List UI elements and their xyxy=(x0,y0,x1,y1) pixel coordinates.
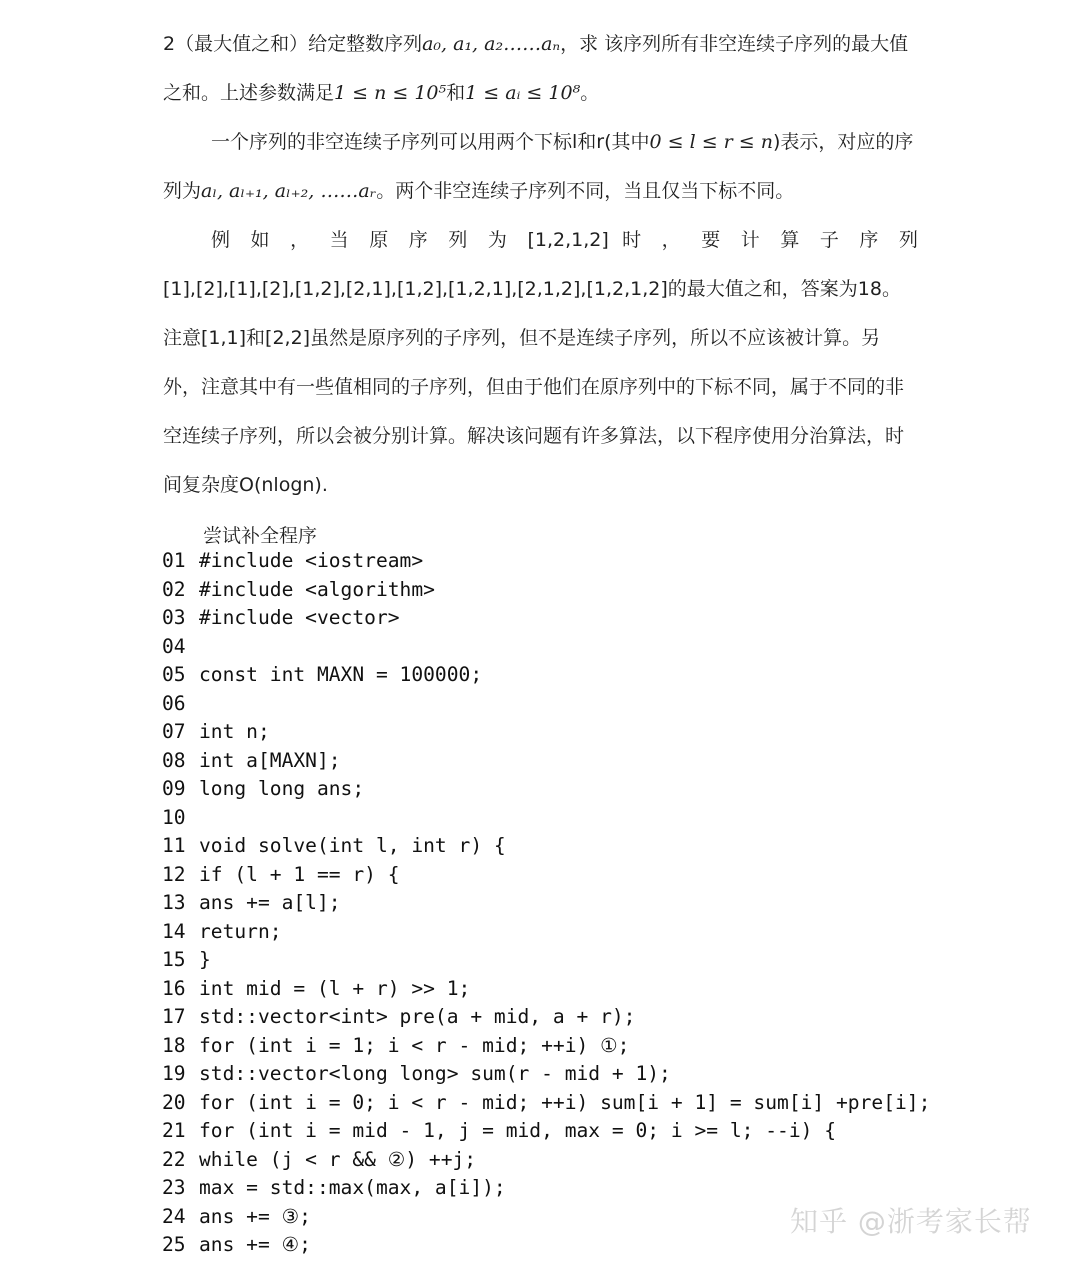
code-line xyxy=(162,1146,930,1175)
p1-end: 。 xyxy=(580,82,600,104)
code-line xyxy=(162,861,930,890)
code-text: ans += ④; xyxy=(199,1233,311,1256)
code-text: } xyxy=(199,948,211,971)
code-text: if (l + 1 == r) { xyxy=(199,862,400,886)
code-line xyxy=(162,576,930,605)
code-text: #include <vector> xyxy=(199,606,400,629)
code-line xyxy=(162,975,930,1004)
line-number: 16 xyxy=(162,976,186,1000)
problem-paragraph-3-rest: [1],[2],[1],[2],[1,2],[2,1],[1,2],[1,2,1],[2,1,2],[1,2,1,2]的最大值之和，答案为18。注意[1,1]和[2,2]虽然是原序列的子序列，但不是连续子序列，所以不应该被计算。另外，注意其中有一些值相同的子序列，但由于他们在原序列中的下标不同，属于不同的非空连续子序列，所以会被分别计算。解决该问题有许多算法，以下程序使用分治算法，时间复杂度O(nlogn). xyxy=(163,278,905,496)
p2-text-b: )表示，对应的序列为 xyxy=(163,131,914,202)
problem-text xyxy=(163,20,918,510)
code-text: for (int i = 1; i < r - mid; ++i) ①; xyxy=(199,1033,630,1057)
line-number: 10 xyxy=(162,805,186,829)
code-line xyxy=(162,1174,930,1203)
code-line xyxy=(162,1060,930,1089)
code-line xyxy=(162,1089,930,1118)
p1-sequence: a₀, a₁, a₂……aₙ xyxy=(422,33,561,55)
p2-text-a: 一个序列的非空连续子序列可以用两个下标l和r(其中 xyxy=(211,131,650,153)
code-text: int a[MAXN]; xyxy=(199,748,341,772)
p2-condition: 0 ≤ l ≤ r ≤ n xyxy=(649,131,773,153)
code-line xyxy=(162,1003,930,1032)
code-line xyxy=(162,832,930,861)
code-text: while (j < r && ②) ++j; xyxy=(199,1147,477,1171)
code-text: std::vector<long long> sum(r - mid + 1); xyxy=(199,1062,671,1085)
p2-sequence: aₗ, aₗ₊₁, aₗ₊₂, ……aᵣ xyxy=(201,180,377,202)
problem-paragraph-2 xyxy=(163,118,918,216)
p1-condition-a: 1 ≤ aᵢ ≤ 10⁸ xyxy=(465,82,581,104)
problem-paragraph-3-line-1: 例 如 ， 当 原 序 列 为 [1,2,1,2] 时 ， 要 计 算 子 序 列 xyxy=(211,229,918,251)
line-number: 02 xyxy=(162,577,186,601)
line-number: 13 xyxy=(162,891,186,914)
line-number: 03 xyxy=(162,606,186,629)
code-line xyxy=(162,775,930,804)
line-number: 20 xyxy=(162,1090,186,1114)
code-text: int mid = (l + r) >> 1; xyxy=(199,976,471,1000)
code-text: for (int i = 0; i < r - mid; ++i) sum[i + 1] = sum[i] +pre[i]; xyxy=(199,1090,931,1114)
p1-condition-n: 1 ≤ n ≤ 10⁵ xyxy=(334,82,447,104)
line-number: 18 xyxy=(162,1033,186,1057)
code-line xyxy=(162,918,930,947)
line-number: 25 xyxy=(162,1233,186,1256)
code-title: 尝试补全程序 xyxy=(203,525,318,547)
problem-paragraph-1 xyxy=(163,20,918,118)
code-text: int n; xyxy=(199,720,270,743)
code-line xyxy=(162,718,930,747)
code-text: #include <algorithm> xyxy=(199,577,435,601)
code-text: long long ans; xyxy=(199,777,365,800)
code-line xyxy=(162,633,930,662)
line-number: 04 xyxy=(162,634,186,658)
line-number: 22 xyxy=(162,1147,186,1171)
p1-text-b: ，求 该序列所有非空连续子序列的最大值之和。上述参数满足 xyxy=(163,33,909,104)
code-text: ans += a[l]; xyxy=(199,891,341,914)
code-text: return; xyxy=(199,919,282,943)
code-line xyxy=(162,604,930,633)
code-text: for (int i = mid - 1, j = mid, max = 0; i >= l; --i) { xyxy=(199,1119,837,1142)
line-number: 11 xyxy=(162,834,186,857)
line-number: 24 xyxy=(162,1204,186,1228)
line-number: 07 xyxy=(162,720,186,743)
p2-text-c: 。两个非空连续子序列不同，当且仅当下标不同。 xyxy=(376,180,795,202)
code-text: max = std::max(max, a[i]); xyxy=(199,1176,506,1199)
watermark: 知乎 @浙考家长帮 xyxy=(790,1205,1032,1238)
code-text: std::vector<int> pre(a + mid, a + r); xyxy=(199,1005,636,1028)
line-number: 23 xyxy=(162,1176,186,1199)
line-number: 21 xyxy=(162,1119,186,1142)
code-block xyxy=(162,547,930,1260)
code-line xyxy=(162,804,930,833)
code-line xyxy=(162,661,930,690)
line-number: 01 xyxy=(162,549,186,572)
code-line xyxy=(162,1032,930,1061)
p1-text-a: 2（最大值之和）给定整数序列 xyxy=(163,33,423,55)
line-number: 17 xyxy=(162,1005,186,1028)
line-number: 09 xyxy=(162,777,186,800)
line-number: 19 xyxy=(162,1062,186,1085)
line-number: 15 xyxy=(162,948,186,971)
line-number: 14 xyxy=(162,919,186,943)
code-line xyxy=(162,946,930,975)
code-line xyxy=(162,547,930,576)
code-text: void solve(int l, int r) { xyxy=(199,834,506,857)
code-line xyxy=(162,690,930,719)
code-text: #include <iostream> xyxy=(199,549,424,572)
line-number: 05 xyxy=(162,663,186,686)
line-number: 06 xyxy=(162,691,186,715)
line-number: 08 xyxy=(162,748,186,772)
code-text: ans += ③; xyxy=(199,1204,311,1228)
p1-and: 和 xyxy=(446,82,466,104)
code-text: const int MAXN = 100000; xyxy=(199,663,483,686)
line-number: 12 xyxy=(162,862,186,886)
code-line xyxy=(162,889,930,918)
code-line xyxy=(162,1117,930,1146)
code-line xyxy=(162,747,930,776)
